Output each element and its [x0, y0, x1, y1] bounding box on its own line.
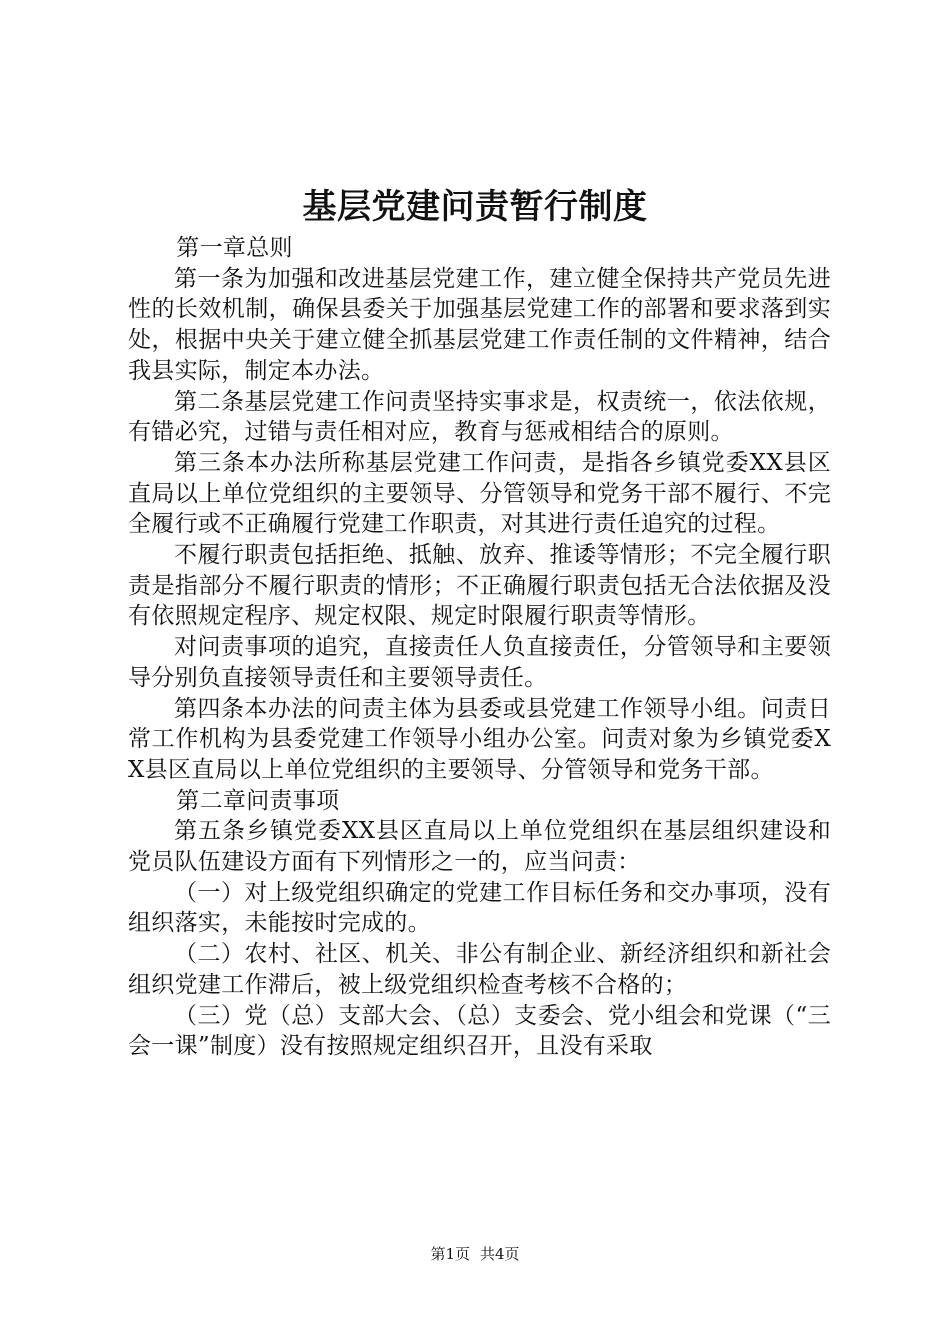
page-number: 第1页 — [430, 1245, 470, 1263]
paragraph: 第二条基层党建工作问责坚持实事求是，权责统一，依法依规，有错必究，过错与责任相对应，教育与惩戒相结合的原则。 — [128, 388, 831, 446]
page-footer — [0, 1243, 950, 1265]
paragraph: 第三条本办法所称基层党建工作问责，是指各乡镇党委XX县区直局以上单位党组织的主要领导、分管领导和党务干部不履行、不完全履行或不正确履行党建工作职责，对其进行责任追究的过程。 — [128, 449, 831, 538]
paragraph: 不履行职责包括拒绝、抵触、放弃、推诿等情形；不完全履行职责是指部分不履行职责的情形；不正确履行职责包括无合法依据及没有依照规定程序、规定权限、规定时限履行职责等情形。 — [128, 542, 831, 630]
paragraph: 第四条本办法的问责主体为县委或县党建工作领导小组。问责日常工作机构为县委党建工作领导小组办公室。问责对象为乡镇党委XX县区直局以上单位党组织的主要领导、分管领导和党务干部。 — [128, 695, 831, 783]
list-item: （二）农村、社区、机关、非公有制企业、新经济组织和新社会组织党建工作滞后，被上级党组织检查考核不合格的； — [128, 941, 831, 998]
chapter-heading: 第一章总则 — [176, 235, 293, 261]
list-item: （一）对上级党组织确定的党建工作目标任务和交办事项，没有组织落实，未能按时完成的。 — [128, 879, 831, 937]
paragraph: 第五条乡镇党委XX县区直局以上单位党组织在基层组织建设和党员队伍建设方面有下列情形之一的，应当问责： — [128, 818, 831, 876]
paragraph: 第一条为加强和改进基层党建工作，建立健全保持共产党员先进性的长效机制，确保县委关于加强基层党建工作的部署和要求落到实处，根据中央关于建立健全抓基层党建工作责任制的文件精神，结合我县实际，制定本办法。 — [128, 265, 831, 384]
page-total: 共4页 — [480, 1245, 520, 1263]
document-body — [128, 233, 831, 1062]
paragraph: 对问责事项的追究，直接责任人负直接责任，分管领导和主要领导分别负直接领导责任和主要领导责任。 — [128, 634, 831, 691]
chapter-heading: 第二章问责事项 — [176, 787, 340, 814]
page-title: 基层党建问责暂行制度 — [302, 187, 648, 227]
list-item: （三）党（总）支部大会、（总）支委会、党小组会和党课（“三会一课”制度）没有按照规定组织召开，且没有采取 — [128, 1002, 831, 1060]
